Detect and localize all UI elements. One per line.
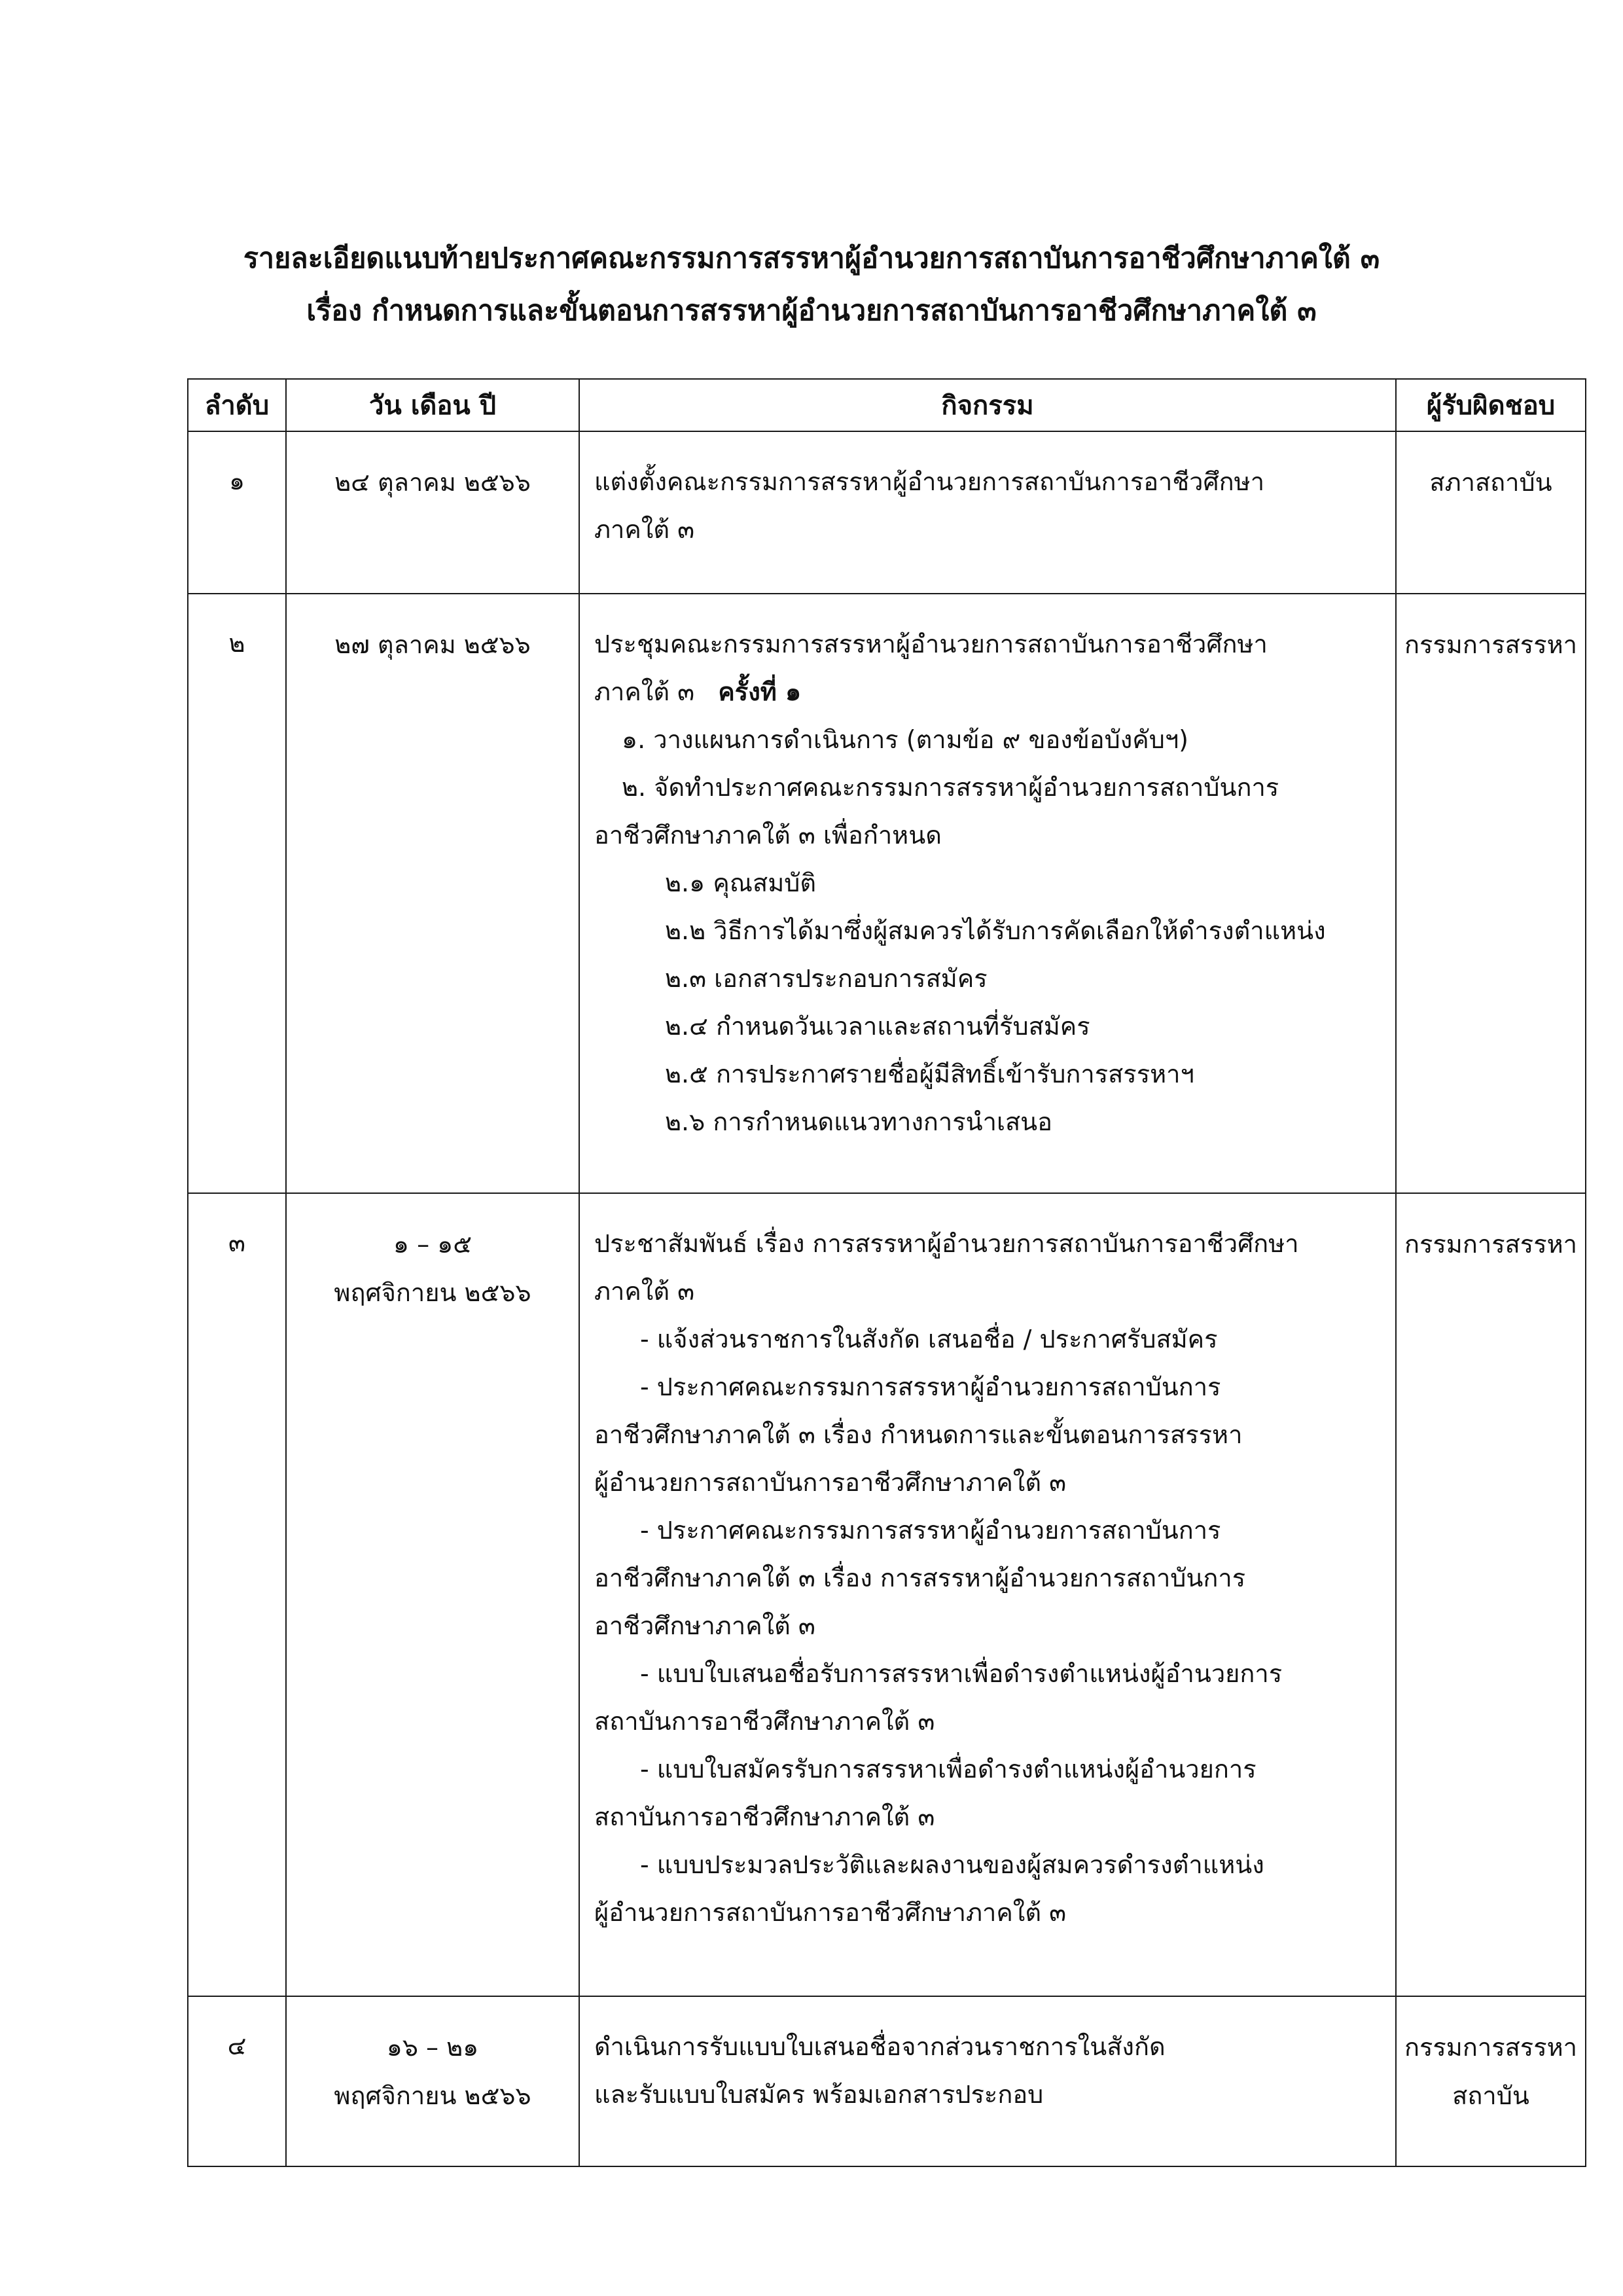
row-activity (579, 1193, 1396, 1996)
activity-line: ประชุมคณะกรรมการสรรหาผู้อำนวยการสถาบันการอาชีวศึกษา (594, 630, 1268, 658)
row-responsible (1396, 1996, 1586, 2166)
activity-line: สถาบันการอาชีวศึกษาภาคใต้ ๓ (594, 1803, 935, 1831)
activity-line: และรับแบบใบสมัคร พร้อมเอกสารประกอบ (594, 2080, 1044, 2109)
row-responsible (1396, 431, 1586, 594)
responsible-line: กรรมการสรรหา (1404, 1230, 1578, 1259)
activity-line: ๒.๔ กำหนดวันเวลาและสถานที่รับสมัคร (665, 1012, 1090, 1041)
row-activity (579, 594, 1396, 1193)
activity-line: ๒.๑ คุณสมบัติ (665, 869, 817, 897)
row-number: ๒ (188, 594, 286, 1193)
activity-line: ๒.๓ เอกสารประกอบการสมัคร (665, 964, 988, 993)
responsible-line: กรรมการสรรหา (1404, 630, 1578, 659)
date-line: พฤศจิกายน ๒๕๖๖ (334, 2081, 531, 2110)
activity-line: ๑. วางแผนการดำเนินการ (ตามข้อ ๙ ของข้อบังคับฯ) (622, 725, 1189, 754)
activity-line: ดำเนินการรับแบบใบเสนอชื่อจากส่วนราชการในสังกัด (594, 2032, 1166, 2061)
date-line: ๒๔ ตุลาคม ๒๕๖๖ (334, 468, 531, 497)
date-line: ๑๖ – ๒๑ (386, 2033, 479, 2062)
row-number: ๓ (188, 1193, 286, 1996)
title-line-2: เรื่อง กำหนดการและขั้นตอนการสรรหาผู้อำนวยการสถาบันการอาชีวศึกษาภาคใต้ ๓ (306, 295, 1317, 327)
activity-line: - แบบประมวลประวัติและผลงานของผู้สมควรดำรงตำแหน่ง (640, 1850, 1264, 1879)
activity-line: ๒.๖ การกำหนดแนวทางการนำเสนอ (665, 1107, 1052, 1136)
activity-line: ผู้อำนวยการสถาบันการอาชีวศึกษาภาคใต้ ๓ (594, 1898, 1067, 1927)
responsible-line: สถาบัน (1452, 2081, 1529, 2110)
activity-line: ๒.๕ การประกาศรายชื่อผู้มีสิทธิ์เข้ารับการสรรหาฯ (665, 1060, 1194, 1088)
activity-line: อาชีวศึกษาภาคใต้ ๓ (594, 1611, 815, 1640)
table-header-row (188, 379, 1586, 431)
row-number: ๔ (188, 1996, 286, 2166)
activity-line: ภาคใต้ ๓ (594, 515, 695, 544)
activity-line: ภาคใต้ ๓ (594, 1277, 695, 1306)
activity-line: ๒.๒ วิธีการได้มาซึ่งผู้สมควรได้รับการคัดเลือกให้ดำรงตำแหน่ง (665, 916, 1326, 945)
activity-line: แต่งตั้งคณะกรรมการสรรหาผู้อำนวยการสถาบันการอาชีวศึกษา (594, 467, 1265, 496)
row-activity (579, 1996, 1396, 2166)
row-number: ๑ (188, 431, 286, 594)
table-row (188, 1996, 1586, 2166)
table-row (188, 431, 1586, 594)
schedule-table (187, 378, 1586, 2167)
responsible-line: กรรมการสรรหา (1404, 2033, 1578, 2062)
row-date (286, 431, 579, 594)
activity-line: ๒. จัดทำประกาศคณะกรรมการสรรหาผู้อำนวยการสถาบันการ (622, 773, 1279, 802)
title-line-1: รายละเอียดแนบท้ายประกาศคณะกรรมการสรรหาผู้อำนวยการสถาบันการอาชีวศึกษาภาคใต้ ๓ (243, 242, 1380, 275)
header-responsible: ผู้รับผิดชอบ (1396, 379, 1586, 431)
row-responsible (1396, 594, 1586, 1193)
activity-line: อาชีวศึกษาภาคใต้ ๓ เรื่อง กำหนดการและขั้นตอนการสรรหา (594, 1420, 1243, 1449)
activity-line: ประชาสัมพันธ์ เรื่อง การสรรหาผู้อำนวยการสถาบันการอาชีวศึกษา (594, 1229, 1299, 1258)
responsible-line: สภาสถาบัน (1429, 468, 1552, 497)
header-no: ลำดับ (188, 379, 286, 431)
activity-line: - แบบใบสมัครรับการสรรหาเพื่อดำรงตำแหน่งผู้อำนวยการ (640, 1755, 1257, 1784)
activity-line: ผู้อำนวยการสถาบันการอาชีวศึกษาภาคใต้ ๓ (594, 1468, 1067, 1497)
activity-line: - ประกาศคณะกรรมการสรรหาผู้อำนวยการสถาบันการ (640, 1516, 1221, 1545)
activity-line (594, 668, 1389, 716)
date-line: ๒๗ ตุลาคม ๒๕๖๖ (334, 630, 531, 659)
table-row (188, 594, 1586, 1193)
row-responsible (1396, 1193, 1586, 1996)
activity-line: - แบบใบเสนอชื่อรับการสรรหาเพื่อดำรงตำแหน่งผู้อำนวยการ (640, 1659, 1283, 1688)
row-date (286, 594, 579, 1193)
row-date (286, 1193, 579, 1996)
activity-line: อาชีวศึกษาภาคใต้ ๓ เพื่อกำหนด (594, 821, 942, 850)
activity-line: สถาบันการอาชีวศึกษาภาคใต้ ๓ (594, 1707, 935, 1736)
table-row (188, 1193, 1586, 1996)
activity-line: - แจ้งส่วนราชการในสังกัด เสนอชื่อ / ประกาศรับสมัคร (640, 1325, 1218, 1354)
activity-line: - ประกาศคณะกรรมการสรรหาผู้อำนวยการสถาบันการ (640, 1372, 1221, 1401)
activity-text: ภาคใต้ ๓ (594, 677, 695, 706)
date-line: พฤศจิกายน ๒๕๖๖ (334, 1278, 531, 1307)
row-date (286, 1996, 579, 2166)
meeting-round-label: ครั้งที่ ๑ (718, 677, 802, 706)
document-title (0, 232, 1623, 337)
activity-line: อาชีวศึกษาภาคใต้ ๓ เรื่อง การสรรหาผู้อำนวยการสถาบันการ (594, 1564, 1246, 1592)
row-activity (579, 431, 1396, 594)
header-activity: กิจกรรม (579, 379, 1396, 431)
date-line: ๑ – ๑๕ (393, 1230, 473, 1259)
header-date: วัน เดือน ปี (286, 379, 579, 431)
